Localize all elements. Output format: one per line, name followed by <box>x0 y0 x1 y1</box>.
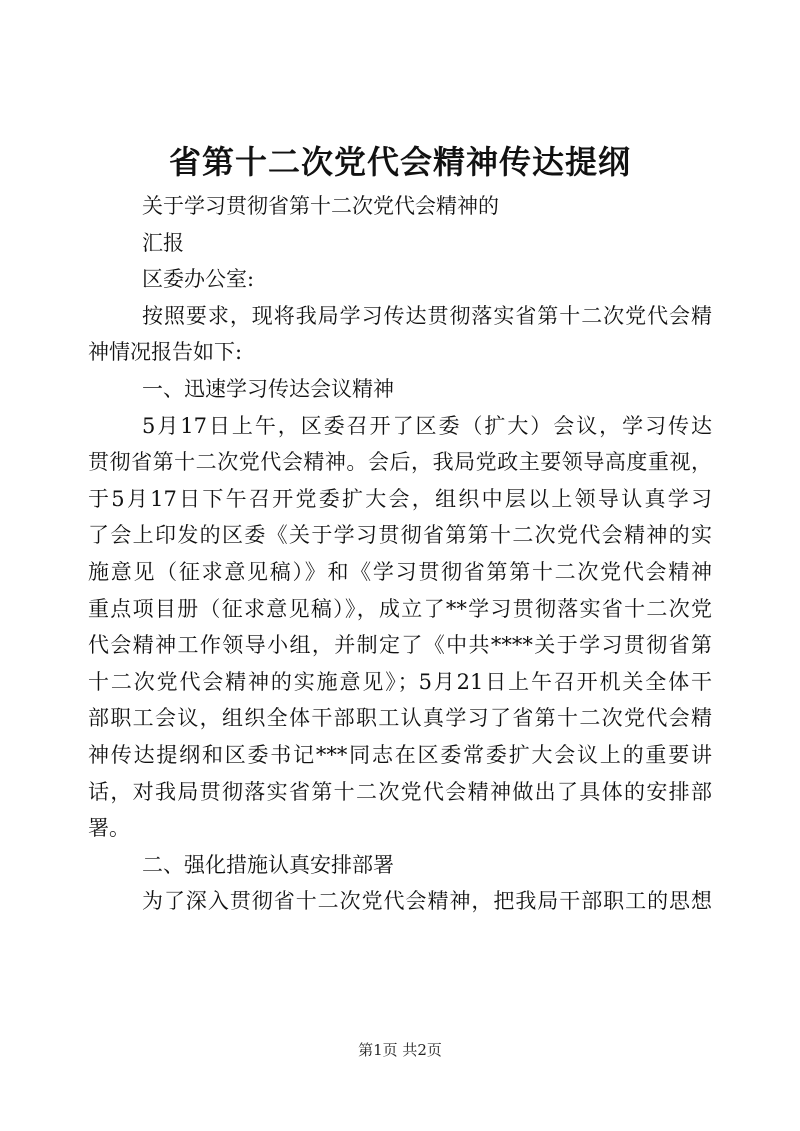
document-body <box>88 188 712 920</box>
paragraph-line: 重点项目册（征求意见稿）》，成立了**学习贯彻落实省十二次党 <box>88 596 712 621</box>
paragraph-line: 十二次党代会精神的实施意见》；5月21日上午召开机关全体干 <box>88 669 712 694</box>
section-heading-2: 二、强化措施认真安排部署 <box>142 852 394 877</box>
subtitle-line-2: 汇报 <box>142 230 184 255</box>
document-title: 省第十二次党代会精神传达提纲 <box>168 143 631 181</box>
paragraph-line: 按照要求，现将我局学习传达贯彻落实省第十二次党代会精 <box>142 303 712 328</box>
addressee: 区委办公室: <box>142 267 255 292</box>
paragraph-line: 代会精神工作领导小组，并制定了《中共****关于学习贯彻省第 <box>88 633 712 658</box>
paragraph-line: 神传达提纲和区委书记***同志在区委常委扩大会议上的重要讲 <box>88 742 712 767</box>
paragraph-line: 话，对我局贯彻落实省第十二次党代会精神做出了具体的安排部 <box>88 779 712 804</box>
paragraph-line: 于5月17日下午召开党委扩大会，组织中层以上领导认真学习 <box>88 486 712 511</box>
paragraph-line: 部职工会议，组织全体干部职工认真学习了省第十二次党代会精 <box>88 706 712 731</box>
section-heading-1: 一、迅速学习传达会议精神 <box>142 376 394 401</box>
paragraph-line: 施意见（征求意见稿）》和《学习贯彻省第第十二次党代会精神 <box>88 559 712 584</box>
paragraph-line: 5月17日上午，区委召开了区委（扩大）会议，学习传达 <box>142 413 712 438</box>
paragraph-line: 为了深入贯彻省十二次党代会精神，把我局干部职工的思想 <box>142 889 712 914</box>
paragraph-line: 贯彻省第十二次党代会精神。会后，我局党政主要领导高度重视， <box>88 450 712 475</box>
subtitle-line-1: 关于学习贯彻省第十二次党代会精神的 <box>142 194 499 218</box>
page-indicator: 第1页 共2页 <box>358 1041 442 1059</box>
paragraph-line: 署。 <box>88 816 130 841</box>
paragraph-line: 了会上印发的区委《关于学习贯彻省第第十二次党代会精神的实 <box>88 523 712 548</box>
paragraph-line: 神情况报告如下: <box>88 340 243 365</box>
